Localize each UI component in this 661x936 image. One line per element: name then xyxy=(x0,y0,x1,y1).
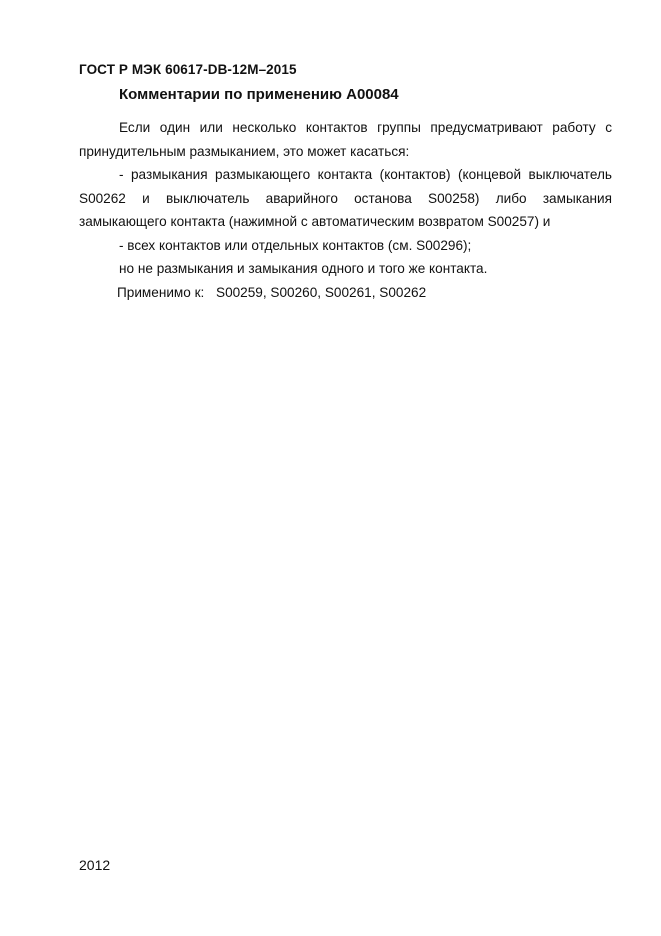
applies-to-label: Применимо к: xyxy=(117,284,205,300)
list-item-2: - всех контактов или отдельных контактов (см. S00296); xyxy=(119,237,472,253)
page-number: 2012 xyxy=(79,857,111,873)
paragraph-closing: но не размыкания и замыкания одного и того же контакта. xyxy=(119,261,488,276)
section-title: Комментарии по применению A00084 xyxy=(119,86,399,103)
applies-to-value: S00259, S00260, S00261, S00262 xyxy=(216,284,427,300)
applies-to-line xyxy=(79,281,612,305)
body-text xyxy=(79,116,612,304)
list-item-1: - размыкания размыкающего контакта (контактов) (концевой выключатель S00262 и выключатель аварийного останова S00258) либо замыкания замыкающего контакта (нажимной с автоматическим возвратом S00257) и xyxy=(79,167,612,229)
paragraph-intro: Если один или несколько контактов группы предусматривают работу с принудительным размыканием, это может касаться: xyxy=(79,120,612,159)
standard-code-header: ГОСТ Р МЭК 60617-DB-12M–2015 xyxy=(79,62,297,77)
